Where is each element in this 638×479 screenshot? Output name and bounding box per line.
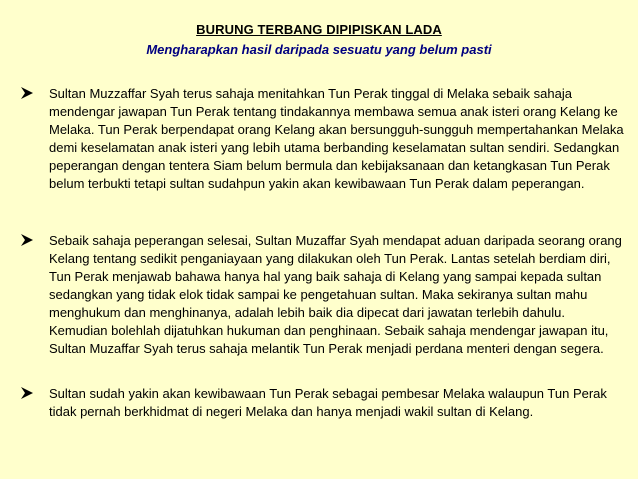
arrowhead-bullet-icon [20,86,34,100]
arrowhead-bullet-icon [20,233,34,247]
bullet-item-3 [20,385,626,421]
bullet-item-1 [20,85,626,193]
bullet-item-2 [20,232,626,358]
slide-subtitle: Mengharapkan hasil daripada sesuatu yang belum pasti [146,42,492,57]
bullet-text-3: Sultan sudah yakin akan kewibawaan Tun Perak sebagai pembesar Melaka walaupun Tun Perak tidak pernah berkhidmat di negeri Melaka dan hanya menjadi wakil sultan di Kelang. [49,386,607,419]
bullet-text-2: Sebaik sahaja peperangan selesai, Sultan Muzaffar Syah mendapat aduan daripada seorang orang Kelang tentang sedikit penganiayaan yang dilakukan oleh Tun Perak. Lantas setelah berdiam diri, Tun Perak menjawab bahawa hanya hal yang baik sahaja di Kelang yang sampai kepada sultan sedangkan yang tidak elok tidak sampai ke pengetahuan sultan. Maka sekiranya sultan mahu menghukum dan menghinanya, adalah lebih baik dia dipecat dari jawatan terlebih dahulu. Kemudian bolehlah dijatuhkan hukuman dan penghinaan. Sebaik sahaja mendengar jawapan itu, Sultan Muzaffar Syah terus sahaja melantik Tun Perak menjadi perdana menteri dengan segera. [49,233,622,356]
bullet-text-1: Sultan Muzzaffar Syah terus sahaja menitahkan Tun Perak tinggal di Melaka sebaik sahaja mendengar jawapan Tun Perak tentang tindakannya membawa semua anak isteri orang Kelang ke Melaka. Tun Perak berpendapat orang Kelang akan bersungguh-sungguh mempertahankan Melaka demi keselamatan anak isteri yang lebih utama berbanding keselamatan sultan sendiri. Sedangkan peperangan dengan tentera Siam belum bermula dan kebijaksanaan dan ketangkasan Tun Perak belum terbukti tetapi sultan sudahpun yakin akan kewibawaan Tun Perak dalam peperangan. [49,86,624,191]
slide-title: BURUNG TERBANG DIPIPISKAN LADA [196,22,442,37]
arrowhead-bullet-icon [20,386,34,400]
